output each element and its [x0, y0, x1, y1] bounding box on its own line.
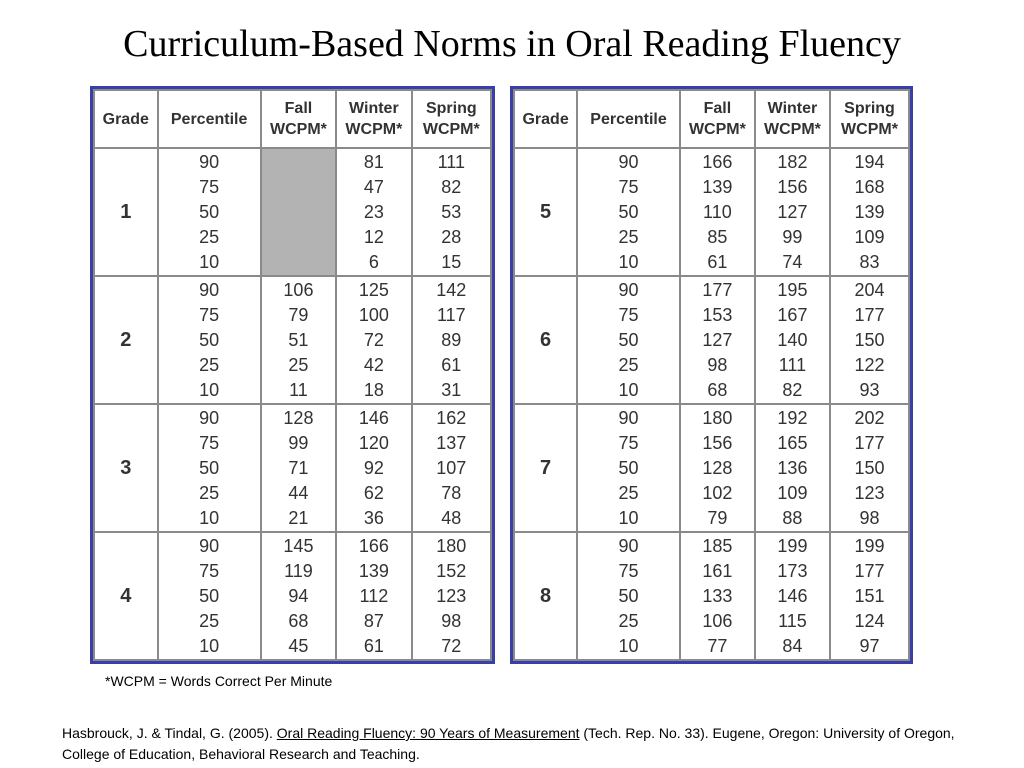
spring-cell	[412, 276, 491, 404]
winter-value: 18	[363, 379, 384, 400]
percentiles-value: 25	[618, 354, 639, 375]
fall-value: 128	[702, 457, 733, 478]
winter-cell	[336, 148, 411, 276]
winter-value: 156	[777, 176, 808, 197]
percentiles-value: 50	[618, 201, 639, 222]
fall-value: 99	[288, 432, 309, 453]
grade-row	[94, 276, 491, 404]
fall-cell	[680, 148, 755, 276]
fall-cell	[680, 276, 755, 404]
grade-cell: 4	[94, 532, 158, 660]
percentiles-cell	[577, 532, 680, 660]
header-winter: Winter WCPM*	[336, 90, 411, 148]
spring-value: 72	[441, 635, 462, 656]
fall-value: 21	[288, 507, 309, 528]
percentiles-cell	[158, 276, 261, 404]
percentiles-value: 10	[199, 251, 220, 272]
grade-cell: 8	[514, 532, 577, 660]
percentiles-cell	[158, 404, 261, 532]
winter-value: 99	[782, 226, 803, 247]
winter-value: 92	[363, 457, 384, 478]
header-winter: Winter WCPM*	[755, 90, 830, 148]
header-grade: Grade	[94, 90, 158, 148]
citation-title: Oral Reading Fluency: 90 Years of Measurement	[276, 725, 580, 741]
grade-row	[514, 148, 909, 276]
fall-value: 119	[284, 560, 313, 581]
winter-value: 87	[363, 610, 384, 631]
winter-value: 182	[777, 151, 808, 172]
winter-value: 62	[363, 482, 384, 503]
fall-value: 11	[289, 379, 308, 400]
header-percentile: Percentile	[577, 90, 680, 148]
percentiles-cell	[577, 148, 680, 276]
citation-authors: Hasbrouck, J. & Tindal, G. (2005).	[62, 725, 277, 741]
winter-value: 84	[782, 635, 803, 656]
fall-value: 153	[702, 304, 733, 325]
percentiles-value: 90	[618, 535, 639, 556]
spring-value: 48	[441, 507, 462, 528]
spring-value: 139	[854, 201, 885, 222]
norms-table	[93, 89, 492, 661]
fall-value: 110	[703, 201, 732, 222]
winter-value: 12	[363, 226, 384, 247]
spring-value: 83	[859, 251, 880, 272]
spring-value: 123	[436, 585, 467, 606]
winter-cell	[336, 404, 411, 532]
spring-value: 177	[854, 432, 885, 453]
fall-value: 85	[707, 226, 728, 247]
percentiles-value: 90	[618, 279, 639, 300]
winter-value: 199	[777, 535, 808, 556]
percentiles-value: 75	[199, 432, 220, 453]
spring-cell	[830, 148, 909, 276]
winter-value: 120	[358, 432, 389, 453]
norms-table-grades-5-8	[510, 86, 913, 664]
percentiles-value: 75	[618, 560, 639, 581]
grade-cell: 5	[514, 148, 577, 276]
norms-table-grades-1-4	[90, 86, 495, 664]
spring-value: 151	[854, 585, 885, 606]
spring-value: 31	[441, 379, 462, 400]
fall-value: 71	[288, 457, 309, 478]
percentiles-value: 50	[199, 201, 220, 222]
percentiles-value: 10	[199, 635, 220, 656]
winter-cell	[755, 276, 830, 404]
winter-value: 139	[358, 560, 389, 581]
footnote: *WCPM = Words Correct Per Minute	[105, 673, 333, 689]
winter-value: 42	[363, 354, 384, 375]
winter-value: 125	[358, 279, 389, 300]
spring-value: 177	[854, 560, 885, 581]
winter-value: 111	[778, 354, 807, 375]
spring-value: 199	[854, 535, 885, 556]
grade-cell: 2	[94, 276, 158, 404]
spring-value: 117	[436, 304, 466, 325]
fall-value: 77	[707, 635, 728, 656]
grade-cell: 3	[94, 404, 158, 532]
spring-cell	[830, 404, 909, 532]
spring-value: 177	[854, 304, 885, 325]
percentiles-cell	[158, 532, 261, 660]
spring-cell	[830, 532, 909, 660]
header-row	[94, 90, 491, 148]
spring-value: 93	[859, 379, 880, 400]
spring-value: 15	[441, 251, 462, 272]
percentiles-value: 75	[618, 432, 639, 453]
winter-value: 74	[782, 251, 803, 272]
fall-value: 102	[702, 482, 733, 503]
spring-value: 107	[436, 457, 467, 478]
percentiles-value: 10	[618, 251, 639, 272]
winter-value: 195	[777, 279, 808, 300]
winter-value: 100	[358, 304, 389, 325]
citation-publisher: (Tech. Rep. No. 33). Eugene, Oregon: University of Oregon, College of Education, Behavioral Research and Teaching.	[62, 725, 955, 762]
spring-value: 98	[441, 610, 462, 631]
fall-value: 79	[288, 304, 309, 325]
percentiles-value: 90	[199, 279, 220, 300]
fall-cell-empty	[261, 148, 336, 276]
spring-value: 111	[437, 151, 465, 172]
spring-value: 152	[436, 560, 467, 581]
fall-value: 185	[702, 535, 733, 556]
spring-value: 137	[436, 432, 467, 453]
grade-cell: 7	[514, 404, 577, 532]
fall-value: 177	[702, 279, 733, 300]
spring-value: 142	[436, 279, 467, 300]
percentiles-value: 10	[618, 379, 639, 400]
winter-value: 61	[363, 635, 384, 656]
winter-value: 165	[777, 432, 808, 453]
percentiles-value: 10	[618, 635, 639, 656]
spring-cell	[412, 404, 491, 532]
fall-value: 145	[283, 535, 314, 556]
spring-value: 150	[854, 329, 885, 350]
percentiles-value: 25	[618, 482, 639, 503]
header-spring: Spring WCPM*	[830, 90, 909, 148]
spring-value: 124	[854, 610, 885, 631]
fall-value: 68	[707, 379, 728, 400]
fall-value: 106	[283, 279, 314, 300]
fall-value: 166	[702, 151, 733, 172]
percentiles-cell	[158, 148, 261, 276]
fall-value: 45	[288, 635, 309, 656]
spring-value: 168	[854, 176, 885, 197]
percentiles-value: 50	[618, 457, 639, 478]
winter-value: 167	[777, 304, 808, 325]
spring-value: 98	[859, 507, 880, 528]
percentiles-value: 10	[618, 507, 639, 528]
winter-value: 82	[782, 379, 803, 400]
fall-cell	[261, 276, 336, 404]
fall-value: 180	[702, 407, 733, 428]
winter-value: 115	[778, 610, 807, 631]
spring-value: 97	[859, 635, 880, 656]
header-grade: Grade	[514, 90, 577, 148]
percentiles-value: 75	[199, 176, 220, 197]
spring-value: 28	[441, 226, 462, 247]
fall-cell	[261, 404, 336, 532]
percentiles-value: 10	[199, 379, 220, 400]
spring-cell	[830, 276, 909, 404]
fall-value: 98	[707, 354, 728, 375]
winter-cell	[755, 148, 830, 276]
grade-cell: 1	[94, 148, 158, 276]
percentiles-value: 90	[199, 535, 220, 556]
percentiles-value: 25	[618, 610, 639, 631]
winter-value: 146	[777, 585, 808, 606]
fall-value: 61	[707, 251, 728, 272]
spring-value: 61	[441, 354, 462, 375]
spring-value: 180	[436, 535, 467, 556]
fall-cell	[261, 532, 336, 660]
percentiles-value: 50	[199, 329, 220, 350]
grade-row	[514, 404, 909, 532]
fall-cell	[680, 404, 755, 532]
spring-value: 82	[441, 176, 462, 197]
percentiles-value: 50	[199, 585, 220, 606]
fall-value: 139	[702, 176, 733, 197]
fall-value: 44	[288, 482, 309, 503]
percentiles-value: 50	[618, 329, 639, 350]
fall-value: 133	[702, 585, 733, 606]
grade-row	[514, 276, 909, 404]
header-spring: Spring WCPM*	[412, 90, 491, 148]
norms-table	[513, 89, 910, 661]
percentiles-value: 25	[199, 482, 220, 503]
fall-value: 156	[702, 432, 733, 453]
winter-value: 140	[777, 329, 808, 350]
percentiles-value: 90	[199, 151, 220, 172]
spring-cell	[412, 148, 491, 276]
percentiles-value: 75	[199, 304, 220, 325]
fall-value: 79	[707, 507, 728, 528]
spring-value: 123	[854, 482, 885, 503]
grade-row	[514, 532, 909, 660]
winter-cell	[336, 276, 411, 404]
spring-value: 204	[854, 279, 885, 300]
fall-value: 128	[283, 407, 314, 428]
fall-value: 25	[288, 354, 309, 375]
grade-row	[94, 532, 491, 660]
fall-value: 68	[288, 610, 309, 631]
fall-value: 94	[288, 585, 309, 606]
percentiles-value: 25	[199, 610, 220, 631]
percentiles-value: 90	[618, 407, 639, 428]
winter-value: 127	[777, 201, 808, 222]
percentiles-value: 90	[199, 407, 220, 428]
winter-value: 109	[777, 482, 808, 503]
fall-value: 106	[702, 610, 733, 631]
percentiles-value: 75	[618, 176, 639, 197]
slide-title: Curriculum-Based Norms in Oral Reading Fluency	[123, 23, 901, 65]
winter-value: 23	[363, 201, 384, 222]
grade-row	[94, 148, 491, 276]
winter-value: 88	[782, 507, 803, 528]
spring-value: 194	[854, 151, 885, 172]
winter-value: 72	[363, 329, 384, 350]
header-fall: Fall WCPM*	[680, 90, 755, 148]
fall-value: 161	[702, 560, 733, 581]
percentiles-cell	[577, 276, 680, 404]
winter-cell	[755, 404, 830, 532]
percentiles-value: 25	[618, 226, 639, 247]
winter-cell	[336, 532, 411, 660]
header-row	[514, 90, 909, 148]
spring-value: 78	[441, 482, 462, 503]
winter-value: 173	[777, 560, 808, 581]
winter-value: 112	[359, 585, 389, 606]
fall-value: 51	[288, 329, 309, 350]
winter-value: 6	[368, 251, 379, 272]
percentiles-value: 25	[199, 226, 220, 247]
percentiles-value: 50	[618, 585, 639, 606]
percentiles-value: 75	[618, 304, 639, 325]
spring-value: 162	[436, 407, 467, 428]
percentiles-value: 50	[199, 457, 220, 478]
winter-value: 192	[777, 407, 808, 428]
spring-value: 109	[854, 226, 885, 247]
winter-value: 136	[777, 457, 808, 478]
percentiles-value: 90	[618, 151, 639, 172]
grade-row	[94, 404, 491, 532]
spring-value: 53	[441, 201, 462, 222]
grade-cell: 6	[514, 276, 577, 404]
percentiles-value: 25	[199, 354, 220, 375]
percentiles-cell	[577, 404, 680, 532]
winter-value: 36	[363, 507, 384, 528]
percentiles-value: 75	[199, 560, 220, 581]
header-fall: Fall WCPM*	[261, 90, 336, 148]
spring-value: 122	[854, 354, 885, 375]
spring-value: 202	[854, 407, 885, 428]
fall-value: 127	[702, 329, 733, 350]
citation	[62, 723, 962, 765]
winter-value: 146	[358, 407, 389, 428]
percentiles-value: 10	[199, 507, 220, 528]
spring-value: 150	[854, 457, 885, 478]
header-percentile: Percentile	[158, 90, 261, 148]
winter-value: 166	[358, 535, 389, 556]
spring-value: 89	[441, 329, 462, 350]
winter-value: 81	[363, 151, 384, 172]
winter-value: 47	[363, 176, 384, 197]
spring-cell	[412, 532, 491, 660]
fall-cell	[680, 532, 755, 660]
winter-cell	[755, 532, 830, 660]
